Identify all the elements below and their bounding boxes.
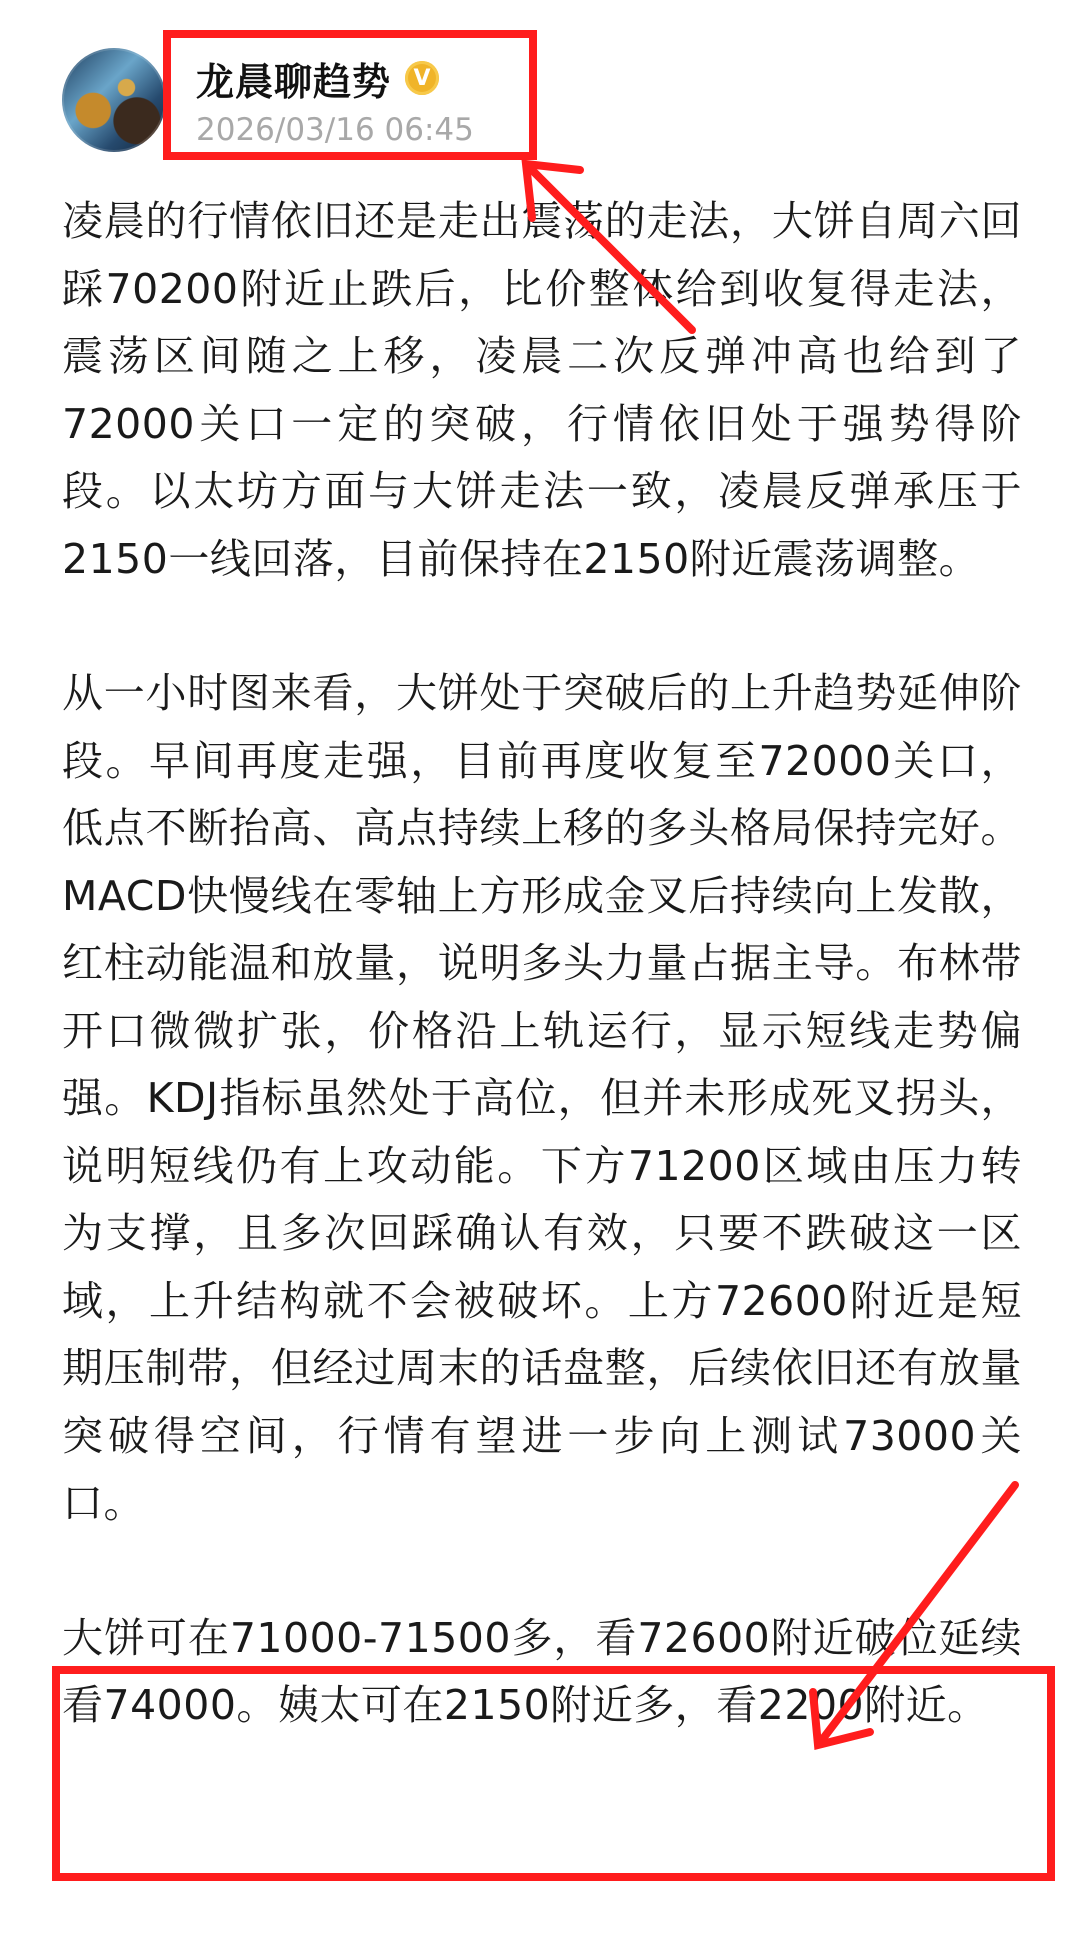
author-name[interactable]: 龙晨聊趋势 xyxy=(196,59,392,104)
post-body xyxy=(62,188,1022,1740)
verified-badge-icon: V xyxy=(405,61,439,95)
post-timestamp: 2026/03/16 06:45 xyxy=(196,112,474,148)
post-paragraph: 大饼可在71000-71500多，看72600附近破位延续看74000。姨太可在2150附近多，看2200附近。 xyxy=(62,1613,1022,1729)
post-paragraph: 从一小时图来看，大饼处于突破后的上升趋势延伸阶段。早间再度走强，目前再度收复至72000关口，低点不断抬高、高点持续上移的多头格局保持完好。MACD快慢线在零轴上方形成金叉后持续向上发散，红柱动能温和放量，说明多头力量占据主导。布林带开口微微扩张，价格沿上轨运行，显示短线走势偏强。KDJ指标虽然处于高位，但并未形成死叉拐头，说明短线仍有上攻动能。下方71200区域由压力转为支撑，且多次回踩确认有效，只要不跌破这一区域，上升结构就不会被破坏。上方72600附近是短期压制带，但经过周末的话盘整，后续依旧还有放量突破得空间，行情有望进一步向上测试73000关口。 xyxy=(62,669,1022,1527)
annotation-box-strategy xyxy=(52,1666,1055,1881)
post-paragraph: 凌晨的行情依旧还是走出震荡的走法，大饼自周六回踩70200附近止跌后，比价整体给到收复得走法，震荡区间随之上移，凌晨二次反弹冲高也给到了72000关口一定的突破，行情依旧处于强势得阶段。以太坊方面与大饼走法一致，凌晨反弹承压于2150一线回落，目前保持在2150附近震荡调整。 xyxy=(62,197,1022,583)
author-avatar[interactable] xyxy=(62,48,166,152)
annotation-box-author xyxy=(163,30,537,160)
